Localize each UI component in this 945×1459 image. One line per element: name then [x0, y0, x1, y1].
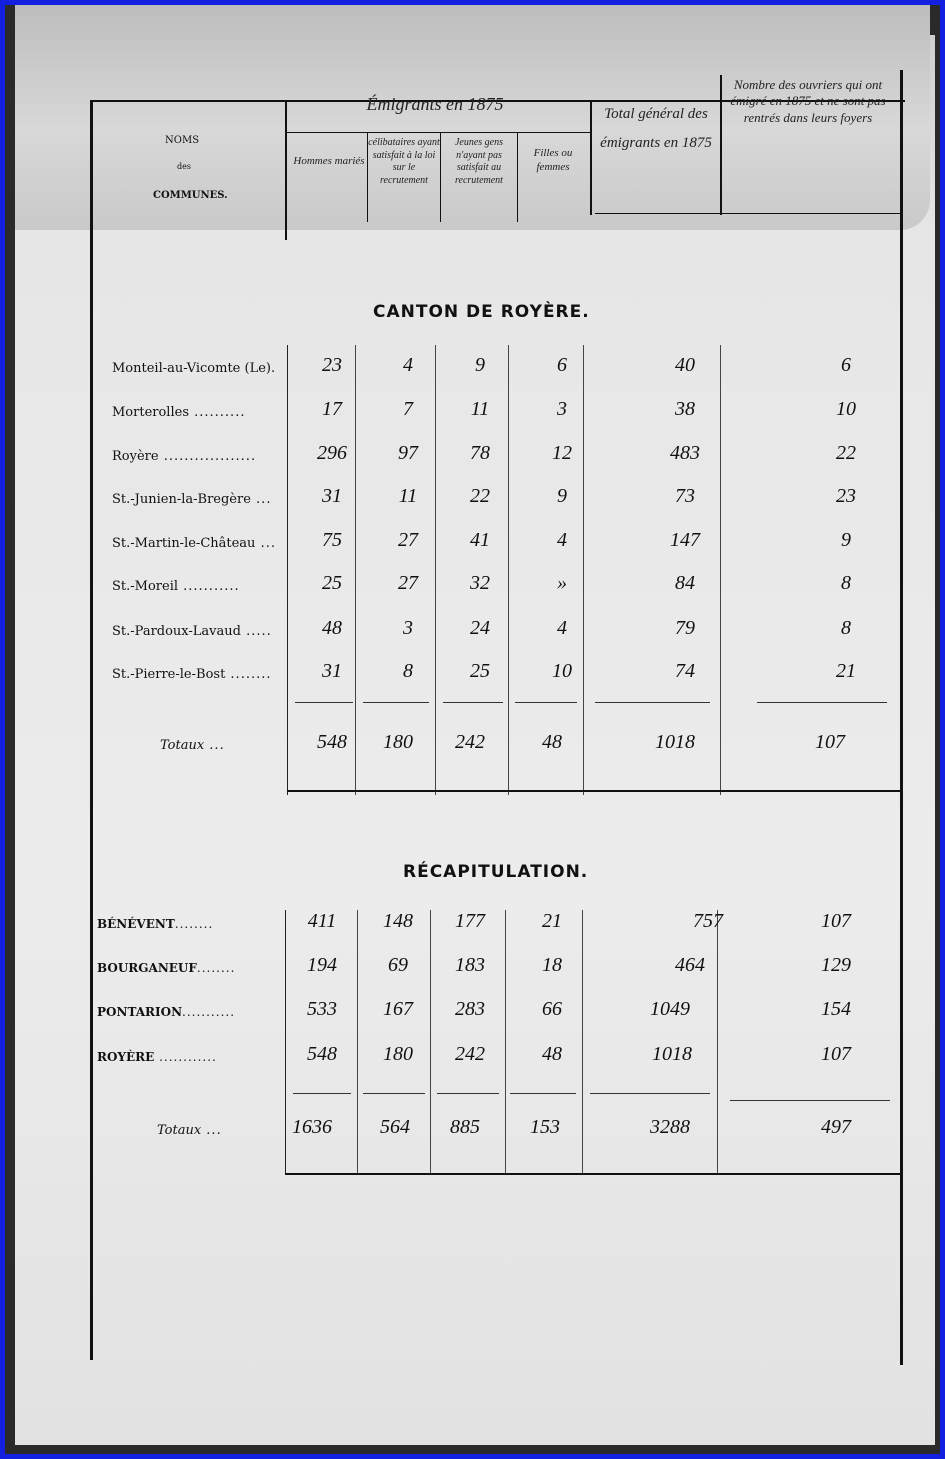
document-frame [5, 5, 940, 1454]
cell-young: 78 [470, 442, 490, 464]
cell-girls: 153 [530, 1116, 560, 1138]
cell-girls: 21 [542, 910, 562, 932]
sum-rule [590, 1093, 710, 1094]
col-total-header: Total général des émigrants en 1875 [600, 106, 712, 151]
cell-workers: 22 [836, 442, 856, 464]
commune-name: Monteil-au-Vicomte (Le). [112, 361, 276, 376]
header-bottom-rule [595, 213, 900, 214]
cell-workers: 8 [841, 572, 851, 594]
col-married-header: Hommes mariés [293, 155, 365, 167]
cell-workers: 107 [821, 1043, 851, 1065]
cell-girls: 10 [552, 660, 572, 682]
cell-married: 48 [322, 617, 342, 639]
header-divider [590, 100, 592, 215]
cell-girls: 18 [542, 954, 562, 976]
cell-young: 22 [470, 485, 490, 507]
col-rule [287, 345, 288, 795]
cell-married: 548 [307, 1043, 337, 1065]
col-rule [357, 910, 358, 1175]
canton-title: CANTON DE ROYÈRE. [373, 302, 590, 322]
sum-rule [510, 1093, 576, 1094]
cell-young: 885 [450, 1116, 480, 1138]
cell-celib: 11 [398, 485, 418, 507]
cell-celib: 167 [383, 998, 413, 1020]
cell-total: 464 [675, 954, 705, 976]
cell-young: 11 [470, 398, 490, 420]
sum-rule [595, 702, 710, 703]
sum-rule [730, 1100, 890, 1101]
cell-girls: 4 [557, 529, 567, 551]
cell-celib: 7 [403, 398, 413, 420]
sum-rule [295, 702, 353, 703]
cell-workers: 129 [821, 954, 851, 976]
cell-total: 84 [675, 572, 695, 594]
cell-workers: 9 [841, 529, 851, 551]
commune-name: St.-Moreil ........... [112, 579, 240, 594]
cell-workers: 497 [821, 1116, 851, 1138]
cell-workers: 10 [836, 398, 856, 420]
commune-name: Morterolles .......... [112, 405, 246, 420]
col-celib-header: célibataires ayant satisfait à la loi sur le recrutement [368, 137, 440, 186]
header-divider [285, 100, 287, 240]
totals-label: Totaux ... [160, 738, 225, 753]
cell-young: 177 [455, 910, 485, 932]
right-rule [900, 70, 903, 1365]
group-title: Émigrants en 1875 [366, 94, 504, 114]
canton-name: BOURGANEUF........ [97, 961, 236, 975]
cell-total: 3288 [650, 1116, 690, 1138]
cell-married: 533 [307, 998, 337, 1020]
cell-total: 79 [675, 617, 695, 639]
cell-workers: 154 [821, 998, 851, 1020]
cell-celib: 180 [383, 1043, 413, 1065]
col-names-line1: NOMS [165, 135, 200, 146]
cell-girls: 12 [552, 442, 572, 464]
cell-total: 1018 [652, 1043, 692, 1065]
sum-rule [363, 702, 429, 703]
cell-married: 194 [307, 954, 337, 976]
cell-married: 411 [307, 910, 337, 932]
cell-workers: 8 [841, 617, 851, 639]
commune-name: St.-Pardoux-Lavaud ..... [112, 624, 272, 639]
cell-celib: 3 [403, 617, 413, 639]
cell-married: 75 [322, 529, 342, 551]
cell-young: 283 [455, 998, 485, 1020]
cell-celib: 8 [403, 660, 413, 682]
cell-married: 31 [322, 660, 342, 682]
cell-celib: 564 [380, 1116, 410, 1138]
sum-rule [443, 702, 503, 703]
left-rule [90, 100, 93, 1360]
cell-married: 31 [322, 485, 342, 507]
cell-young: 24 [470, 617, 490, 639]
col-workers-header: Nombre des ouvriers qui ont émigré en 1875 et ne sont pas rentrés dans leurs foyers [730, 77, 886, 125]
cell-girls: 6 [557, 354, 567, 376]
cell-celib: 148 [383, 910, 413, 932]
col-young-header: Jeunes gens n'ayant pas satisfait au recrutement [454, 137, 504, 186]
cell-girls: 9 [557, 485, 567, 507]
sum-rule [293, 1093, 351, 1094]
cell-young: 41 [470, 529, 490, 551]
cell-young: 183 [455, 954, 485, 976]
col-rule [717, 910, 718, 1175]
col-girls-header: Filles ou femmes [533, 147, 573, 173]
canton-bottom-rule [287, 790, 902, 792]
header-divider [517, 132, 518, 222]
commune-name: St.-Junien-la-Bregère ... [112, 492, 272, 507]
cell-married: 25 [322, 572, 342, 594]
sum-rule [437, 1093, 499, 1094]
commune-name: St.-Pierre-le-Bost ........ [112, 667, 272, 682]
cell-total: 40 [675, 354, 695, 376]
cell-married: 1636 [292, 1116, 332, 1138]
cell-young: 32 [470, 572, 490, 594]
cell-girls: 48 [542, 1043, 562, 1065]
cell-workers: 6 [841, 354, 851, 376]
cell-celib: 27 [398, 529, 418, 551]
cell-total: 38 [675, 398, 695, 420]
cell-young: 9 [475, 354, 485, 376]
cell-girls: 4 [557, 617, 567, 639]
sum-rule [515, 702, 577, 703]
recap-bottom-rule [285, 1173, 900, 1175]
cell-workers: 107 [821, 910, 851, 932]
cell-total: 74 [675, 660, 695, 682]
cell-celib: 27 [398, 572, 418, 594]
cell-married: 17 [322, 398, 342, 420]
cell-workers: 23 [836, 485, 856, 507]
col-rule [720, 345, 721, 795]
sum-rule [757, 702, 887, 703]
cell-total: 147 [670, 529, 700, 551]
commune-name: Royère .................. [112, 449, 257, 464]
commune-name: St.-Martin-le-Château ... [112, 536, 276, 551]
cell-total: 483 [670, 442, 700, 464]
canton-name: BÉNÉVENT........ [97, 917, 214, 931]
cell-total: 1018 [655, 731, 695, 753]
totals-label: Totaux ... [157, 1123, 222, 1138]
cell-workers: 21 [836, 660, 856, 682]
cell-young: 25 [470, 660, 490, 682]
cell-celib: 97 [398, 442, 418, 464]
col-names-line2: des [177, 162, 191, 171]
cell-celib: 4 [403, 354, 413, 376]
cell-girls: 3 [557, 398, 567, 420]
cell-celib: 69 [388, 954, 408, 976]
sum-rule [363, 1093, 425, 1094]
cell-girls: 66 [542, 998, 562, 1020]
col-rule [505, 910, 506, 1175]
cell-young: 242 [455, 1043, 485, 1065]
recap-title: RÉCAPITULATION. [403, 862, 589, 882]
cell-young: 242 [455, 731, 485, 753]
canton-name: PONTARION........... [97, 1005, 236, 1019]
col-names-line3: COMMUNES. [153, 190, 228, 201]
header-divider [720, 75, 722, 215]
cell-celib: 180 [383, 731, 413, 753]
cell-girls: 48 [542, 731, 562, 753]
cell-girls: » [557, 572, 567, 594]
cell-married: 296 [317, 442, 347, 464]
cell-workers: 107 [815, 731, 845, 753]
canton-name: ROYÈRE ............ [97, 1050, 217, 1064]
cell-total: 757 [693, 910, 723, 932]
cell-total: 73 [675, 485, 695, 507]
cell-married: 548 [317, 731, 347, 753]
group-rule [287, 132, 590, 133]
cell-total: 1049 [650, 998, 690, 1020]
cell-married: 23 [322, 354, 342, 376]
